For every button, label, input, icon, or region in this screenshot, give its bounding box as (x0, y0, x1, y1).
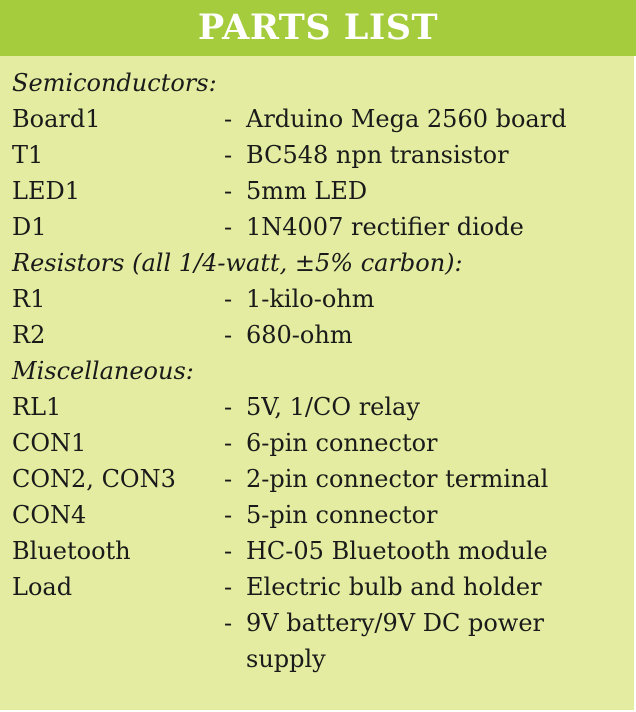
separator-dash: - (224, 141, 233, 169)
list-item (0, 461, 636, 497)
separator-dash: - (224, 321, 233, 349)
list-item (0, 533, 636, 569)
part-description: HC-05 Bluetooth module (246, 537, 548, 565)
separator-dash: - (224, 285, 233, 313)
separator-dash: - (224, 501, 233, 529)
separator-dash: - (224, 177, 233, 205)
separator-dash: - (224, 609, 233, 637)
part-name: LED1 (12, 177, 80, 205)
part-name: CON1 (12, 429, 87, 457)
list-item (0, 317, 636, 353)
list-item (0, 605, 636, 677)
part-description: 5mm LED (246, 177, 368, 205)
part-description: 6-pin connector (246, 429, 438, 457)
part-description: 1-kilo-ohm (246, 285, 375, 313)
list-item (0, 497, 636, 533)
part-name: Load (12, 573, 73, 601)
part-name: Bluetooth (12, 537, 131, 565)
separator-dash: - (224, 213, 233, 241)
section-heading-semiconductors: Semiconductors: (12, 69, 217, 97)
part-description: 2-pin connector terminal (246, 465, 549, 493)
part-name: CON2, CON3 (12, 465, 176, 493)
part-name: CON4 (12, 501, 87, 529)
part-name: RL1 (12, 393, 62, 421)
part-name: Board1 (12, 105, 101, 133)
list-item (0, 137, 636, 173)
part-description: 680-ohm (246, 321, 353, 349)
parts-list (0, 65, 636, 677)
part-description: 5-pin connector (246, 501, 438, 529)
part-description: 9V battery/9V DC power supply (246, 609, 545, 673)
section-heading-miscellaneous: Miscellaneous: (12, 357, 194, 385)
separator-dash: - (224, 393, 233, 421)
part-name: R2 (12, 321, 46, 349)
list-item (0, 173, 636, 209)
separator-dash: - (224, 573, 233, 601)
separator-dash: - (224, 429, 233, 457)
section-heading-resistors: Resistors (all 1/4-watt, ±5% carbon): (12, 249, 463, 277)
list-item (0, 389, 636, 425)
part-description: 5V, 1/CO relay (246, 393, 420, 421)
separator-dash: - (224, 105, 233, 133)
list-item (0, 209, 636, 245)
parts-list-title: PARTS LIST (0, 0, 636, 56)
list-item (0, 425, 636, 461)
part-name: D1 (12, 213, 47, 241)
separator-dash: - (224, 537, 233, 565)
part-name: T1 (12, 141, 44, 169)
part-description: 1N4007 rectifier diode (246, 213, 524, 241)
separator-dash: - (224, 465, 233, 493)
part-description: Electric bulb and holder (246, 573, 542, 601)
part-description: BC548 npn transistor (246, 141, 509, 169)
part-description: Arduino Mega 2560 board (246, 105, 567, 133)
list-item (0, 101, 636, 137)
list-item (0, 569, 636, 605)
part-name: R1 (12, 285, 46, 313)
list-item (0, 281, 636, 317)
